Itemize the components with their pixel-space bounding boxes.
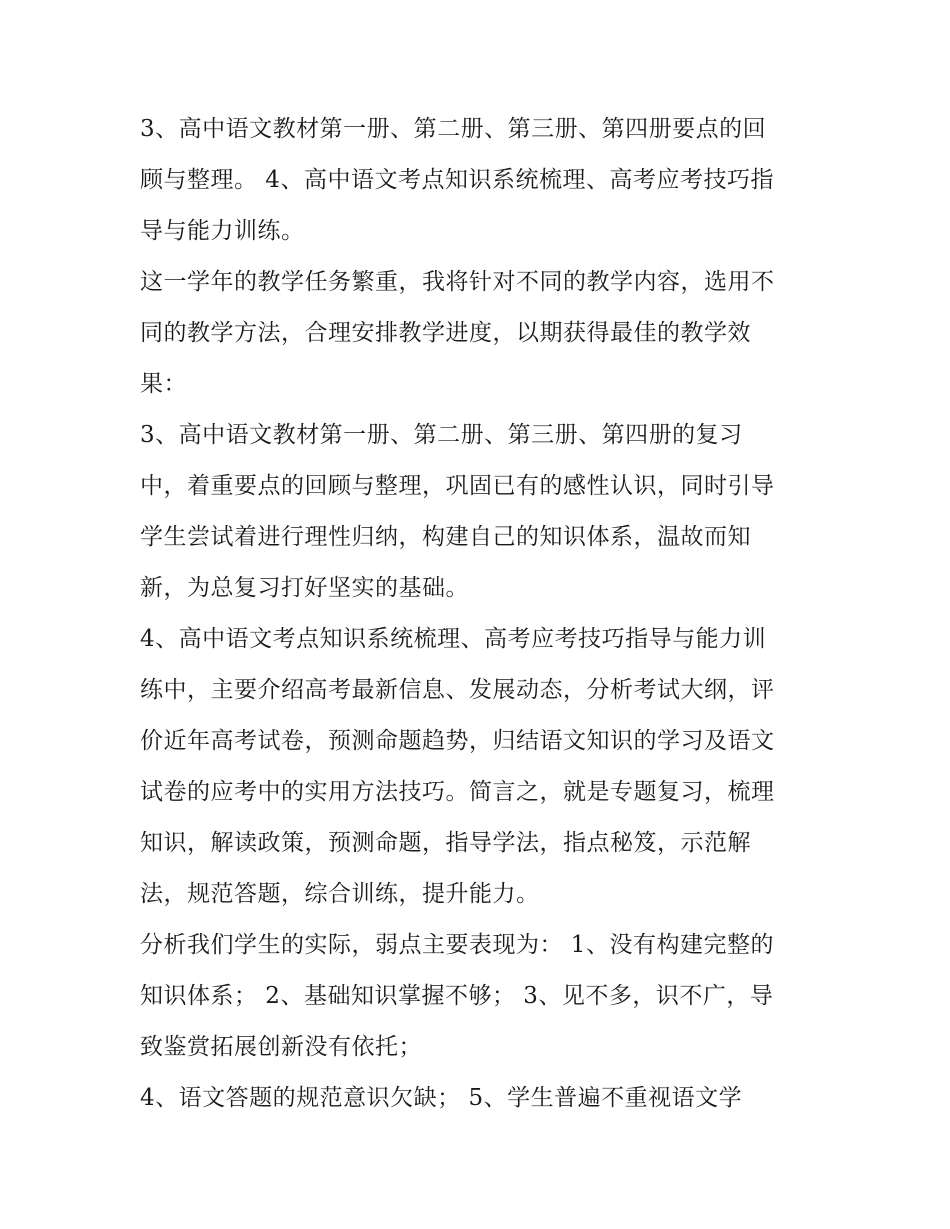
text-line: 3、高中语文教材第一册、第二册、第三册、第四册的复习	[140, 422, 743, 448]
text-line: 致鉴赏拓展创新没有依托；	[140, 1034, 422, 1060]
text-line: 3、高中语文教材第一册、第二册、第三册、第四册要点的回	[140, 116, 767, 142]
text-line: 导与能力训练。	[140, 218, 305, 244]
paragraph-teaching-plan	[140, 257, 820, 410]
text-line: 顾与整理。 4、高中语文考点知识系统梳理、高考应考技巧指	[140, 167, 774, 193]
paragraph-item-3	[140, 410, 820, 614]
text-line: 这一学年的教学任务繁重，我将针对不同的教学内容，选用不	[140, 269, 775, 295]
paragraph-item-4	[140, 614, 820, 920]
text-line: 分析我们学生的实际，弱点主要表现为： 1、没有构建完整的	[140, 932, 774, 958]
text-line: 知识体系； 2、基础知识掌握不够； 3、见不多，识不广，导	[140, 983, 774, 1009]
text-line: 新，为总复习打好坚实的基础。	[140, 575, 469, 601]
text-line: 练中，主要介绍高考最新信息、发展动态，分析考试大纲，评	[140, 677, 775, 703]
text-line: 同的教学方法，合理安排教学进度，以期获得最佳的教学效	[140, 320, 751, 346]
text-line: 4、语文答题的规范意识欠缺； 5、学生普遍不重视语文学	[140, 1085, 743, 1111]
text-line: 法，规范答题，综合训练，提升能力。	[140, 881, 540, 907]
text-line: 试卷的应考中的实用方法技巧。简言之，就是专题复习，梳理	[140, 779, 775, 805]
text-line: 知识，解读政策，预测命题，指导学法，指点秘笈，示范解	[140, 830, 751, 856]
text-line: 学生尝试着进行理性归纳，构建自己的知识体系，温故而知	[140, 524, 751, 550]
text-line: 果：	[140, 371, 187, 397]
document-body	[140, 104, 820, 1124]
text-line: 4、高中语文考点知识系统梳理、高考应考技巧指导与能力训	[140, 626, 767, 652]
text-line: 中，着重要点的回顾与整理，巩固已有的感性认识，同时引导	[140, 473, 775, 499]
paragraph-textbook-review	[140, 104, 820, 257]
paragraph-student-analysis	[140, 920, 820, 1073]
text-line: 价近年高考试卷，预测命题趋势，归结语文知识的学习及语文	[140, 728, 775, 754]
paragraph-weaknesses-continued	[140, 1073, 820, 1124]
